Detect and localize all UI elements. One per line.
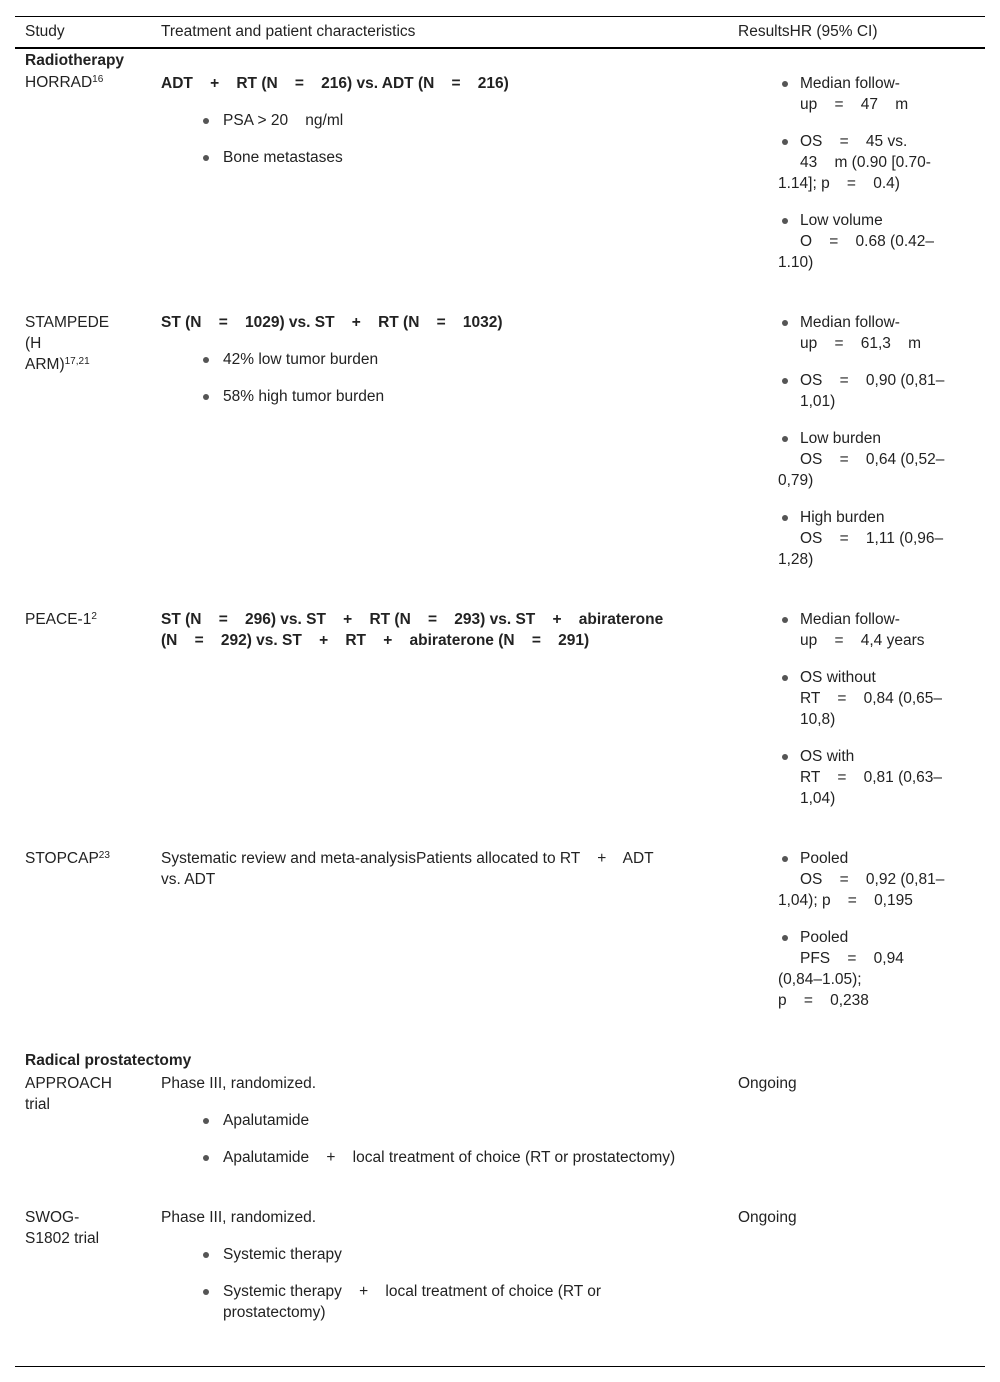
study-stampede: STAMPEDE (H ARM)$^{17,21}$ [25,314,110,373]
study-stopcap: STOPCAP$^{23}$ [25,850,110,867]
result-stopcap-os: Pooled OS = 0,92 (0,81– 1,04); p = 0,195 [778,850,945,909]
result-stopcap-pfs: Pooled PFS = 0,94 (0,84–1.05); p = 0,238 [778,929,904,1009]
treatment-swog: Phase III, randomized. [161,1209,317,1226]
result-stampede-followup: Median follow- up = 61,3 m [778,312,978,354]
table-header-rule [15,47,985,49]
bullet-swog-combo: Systemic therapy + local treatment of choice (RT or prostatectomy) [203,1281,601,1323]
bullet-swog-systemic: Systemic therapy [203,1244,342,1265]
table-top-rule [15,16,985,17]
study-swog: SWOG- S1802 trial [25,1209,100,1247]
header-results: ResultsHR (95% CI) [738,23,878,40]
result-stampede-os: OS = 0,90 (0,81– 1,01) [778,370,978,412]
study-horrad: HORRAD$^{16}$ [25,74,104,91]
bullet-approach-combo: Apalutamide + local treatment of choice (RT or prostatectomy) [203,1147,675,1168]
result-peace1-os-without-rt: OS without RT = 0,84 (0,65– 10,8) [778,667,978,730]
result-stampede-highburden: High burden OS = 1,11 (0,96– 1,28) [778,509,944,568]
treatment-stampede: ST (N = 1029) vs. ST + RT (N = 1032) [161,314,503,331]
bullet-horrad-psa: PSA > 20 ng/ml [203,110,343,131]
result-peace1-followup: Median follow- up = 4,4 years [778,609,978,651]
table-bottom-rule [15,1366,985,1367]
study-approach: APPROACH trial [25,1075,112,1113]
header-treatment: Treatment and patient characteristics [161,23,416,40]
bullet-stampede-high: 58% high tumor burden [203,386,384,407]
study-peace1: PEACE-$1^2$ [25,611,97,628]
treatment-stopcap: Systematic review and meta-analysisPatients allocated to RT + ADT vs. ADT [161,850,654,888]
bullet-horrad-bone: Bone metastases [203,147,343,168]
result-horrad-followup: Median follow- up = 47 m [778,73,978,115]
result-swog: Ongoing [738,1209,797,1226]
treatment-peace1: ST (N = 296) vs. ST + RT (N = 293) vs. ST + abiraterone (N = 292) vs. ST + RT + abiraterone (N = 291) [161,611,664,649]
section-radiotherapy: Radiotherapy [25,52,125,69]
result-horrad-lowvolume: Low volume O = 0.68 (0.42– 1.10) [778,212,934,271]
result-stampede-lowburden: Low burden OS = 0,64 (0,52– 0,79) [778,430,945,489]
section-radical-prostatectomy: Radical prostatectomy [25,1052,192,1069]
result-approach: Ongoing [738,1075,797,1092]
header-study: Study [25,23,65,40]
bullet-approach-apalutamide: Apalutamide [203,1110,309,1131]
bullet-stampede-low: 42% low tumor burden [203,349,378,370]
treatment-horrad: ADT + RT (N = 216) vs. ADT (N = 216) [161,75,509,92]
treatment-approach: Phase III, randomized. [161,1075,317,1092]
result-peace1-os-with-rt: OS with RT = 0,81 (0,63– 1,04) [778,746,978,809]
result-horrad-os: OS = 45 vs. 43 m (0.90 [0.70- 1.14]; p = 0.4) [778,133,931,192]
